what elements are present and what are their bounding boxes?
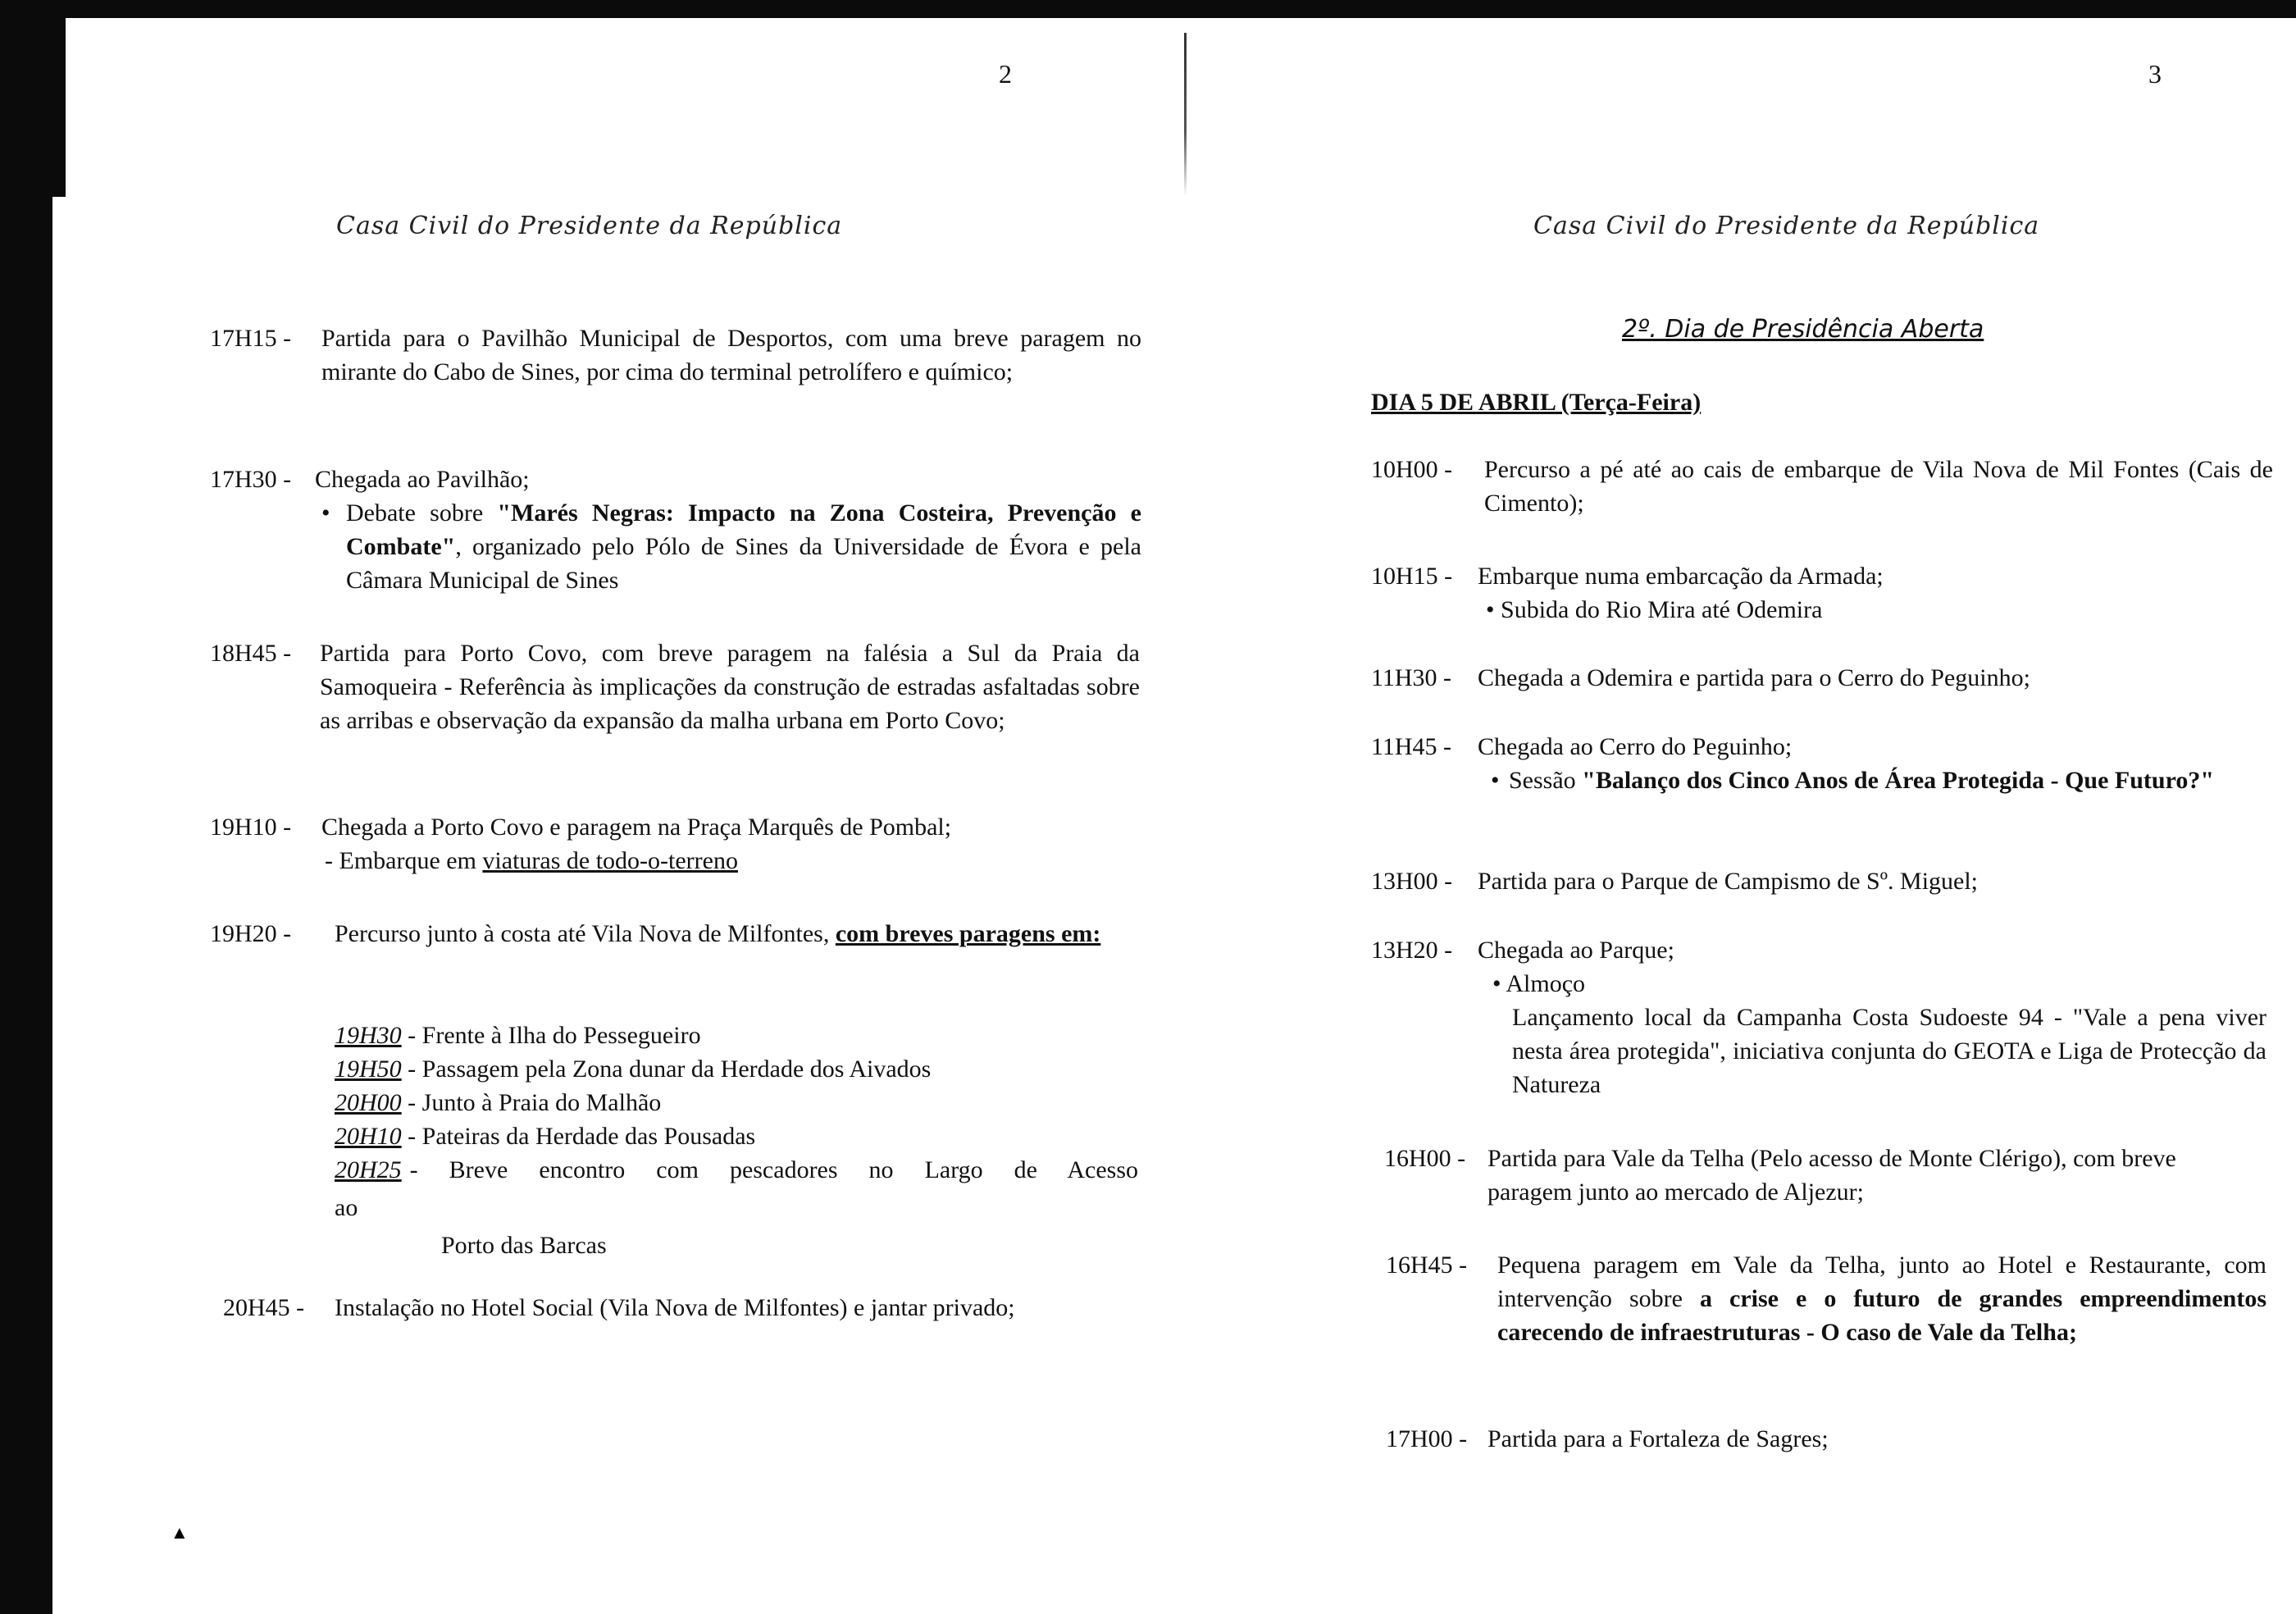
entry-time: 19H20 - (210, 920, 292, 947)
entry-time: 19H10 - (210, 814, 292, 841)
entry-time: 11H30 - (1371, 664, 1452, 691)
stop-time: 20H00 (335, 1089, 402, 1116)
stop-text: - Junto à Praia do Malhão (408, 1089, 662, 1116)
bullet-text: Subida do Rio Mira até Odemira (1501, 596, 1823, 623)
bullet-icon: • (321, 499, 330, 527)
entry-text: Chegada a Porto Covo e paragem na Praça Marquês de Pombal; (321, 814, 952, 841)
subline-prefix: - Embarque em (325, 847, 483, 874)
stop-text: - Pateiras da Herdade das Pousadas (408, 1123, 756, 1150)
debate-bullet (321, 496, 1141, 597)
stop-row (335, 1019, 701, 1052)
entry-text: Chegada ao Pavilhão; (315, 466, 530, 493)
entry-bullet (1486, 593, 1822, 627)
letterhead: Casa Civil do Presidente da República (1533, 212, 2040, 240)
bullet-text-continued: , organizado pelo Pólo de Sines da Universidade de Évora e pela Câmara Municipal de Sines (346, 533, 1141, 594)
stop-text: - Frente à Ilha do Pessegueiro (408, 1022, 701, 1049)
entry-time: 17H15 - (210, 325, 292, 352)
stop-row (335, 1153, 1138, 1187)
stop-text: - Breve encontro com pescadores no Largo de Acesso (409, 1156, 1138, 1183)
entry-time: 13H00 - (1371, 868, 1453, 895)
scan-mark: ▲ (171, 1522, 189, 1543)
entry-subline (325, 844, 738, 878)
stop-time: 20H25 (335, 1156, 402, 1183)
stop-row (335, 1052, 931, 1086)
entry-text-emphasis: a crise e o futuro de grandes empreendimentos carecendo de infraestruturas - O caso de Vale da Telha; (1497, 1285, 2266, 1346)
bullet-text: Sessão (1509, 767, 1583, 794)
stop-time: 19H50 (335, 1055, 402, 1083)
stop-wrap-line: Porto das Barcas (441, 1232, 607, 1259)
scan-left-edge (0, 0, 52, 1614)
subline-underlined: viaturas de todo-o-terreno (482, 847, 738, 874)
bullet-icon: • (1486, 596, 1495, 623)
stop-row (335, 1086, 661, 1119)
stop-wrap-word: ao (335, 1194, 358, 1221)
right-page (1189, 0, 2296, 1614)
entry-time: 10H15 - (1371, 563, 1453, 590)
bullet-icon: • (1491, 767, 1500, 794)
session-title: "Balanço dos Cinco Anos de Área Protegida - Que Futuro?" (1582, 767, 2215, 794)
section-title: 2º. Dia de Presidência Aberta (1622, 315, 1984, 344)
entry-text: Partida para Vale da Telha (Pelo acesso de Monte Clérigo), com breve paragem junto ao mercado de Aljezur; (1487, 1145, 2176, 1206)
entry-text (1497, 1248, 2266, 1349)
bullet-text: Debate sobre (346, 499, 498, 527)
bullet-text: Almoço (1506, 970, 1586, 997)
entry-time: 13H20 - (1371, 937, 1453, 964)
entry-text: Chegada a Odemira e partida para o Cerro do Peguinho; (1478, 664, 2030, 691)
bullet-icon: • (1492, 970, 1501, 997)
entry-time: 11H45 - (1371, 733, 1452, 760)
letterhead: Casa Civil do Presidente da República (336, 212, 843, 240)
entry-extra: Lançamento local da Campanha Costa Sudoeste 94 - "Vale a pena viver nesta área protegida", iniciativa conjunta do GEOTA e Liga de Protecção da Natureza (1512, 1004, 2266, 1098)
entry-text: Partida para o Pavilhão Municipal de Desportos, com uma breve paragem no mirante do Cabo de Sines, por cima do terminal petrolífero e químico; (321, 325, 1141, 385)
entry-time: 17H30 - (210, 466, 292, 493)
entry-text-emphasis: com breves paragens em: (835, 920, 1101, 947)
entry-time: 18H45 - (210, 640, 292, 667)
entry-bullet (1492, 967, 1585, 1001)
entry-time: 17H00 - (1386, 1425, 1468, 1452)
entry-text: Partida para a Fortaleza de Sagres; (1487, 1425, 1829, 1452)
entry-text: Chegada ao Cerro do Peguinho; (1478, 733, 1793, 760)
entry-time: 10H00 - (1371, 456, 1453, 483)
entry-bullet (1491, 764, 2268, 797)
stop-text: - Passagem pela Zona dunar da Herdade dos Aivados (408, 1055, 932, 1083)
entry-text: Chegada ao Parque; (1478, 937, 1674, 964)
stop-row (335, 1119, 755, 1153)
page-number: 3 (2148, 59, 2162, 89)
entry-text: Partida para o Parque de Campismo de Sº. Miguel; (1478, 868, 1979, 895)
entry-text-plain: Percurso junto à costa até Vila Nova de Milfontes, (335, 920, 836, 947)
entry-text: Percurso a pé até ao cais de embarque de Vila Nova de Mil Fontes (Cais de Cimento); (1484, 456, 2273, 517)
entry-text: Instalação no Hotel Social (Vila Nova de Milfontes) e jantar privado; (335, 1294, 1015, 1321)
left-page (52, 0, 1184, 1614)
debate-title: "Marés Negras: Impacto na Zona Costeira, Prevenção e Combate" (346, 499, 1141, 560)
stop-time: 19H30 (335, 1022, 402, 1049)
entry-text: Partida para Porto Covo, com breve paragem na falésia a Sul da Praia da Samoqueira - Referência às implicações da construção de estradas asfaltadas sobre as arribas e observação da expansão da malha urbana em Porto Covo; (320, 640, 1140, 734)
stop-time: 20H10 (335, 1123, 402, 1150)
entry-time: 20H45 - (223, 1294, 305, 1321)
day-title: DIA 5 DE ABRIL (Terça-Feira) (1371, 389, 1702, 416)
entry-time: 16H45 - (1386, 1252, 1468, 1279)
entry-text (335, 917, 1138, 951)
page-gutter (1184, 33, 1187, 197)
entry-time: 16H00 - (1384, 1145, 1466, 1172)
entry-text-plain: Pequena paragem em Vale da Telha, junto ao Hotel e Restaurante, com intervenção sobre (1497, 1252, 2266, 1312)
entry-text: Embarque numa embarcação da Armada; (1478, 563, 1884, 590)
page-number: 2 (999, 59, 1012, 89)
